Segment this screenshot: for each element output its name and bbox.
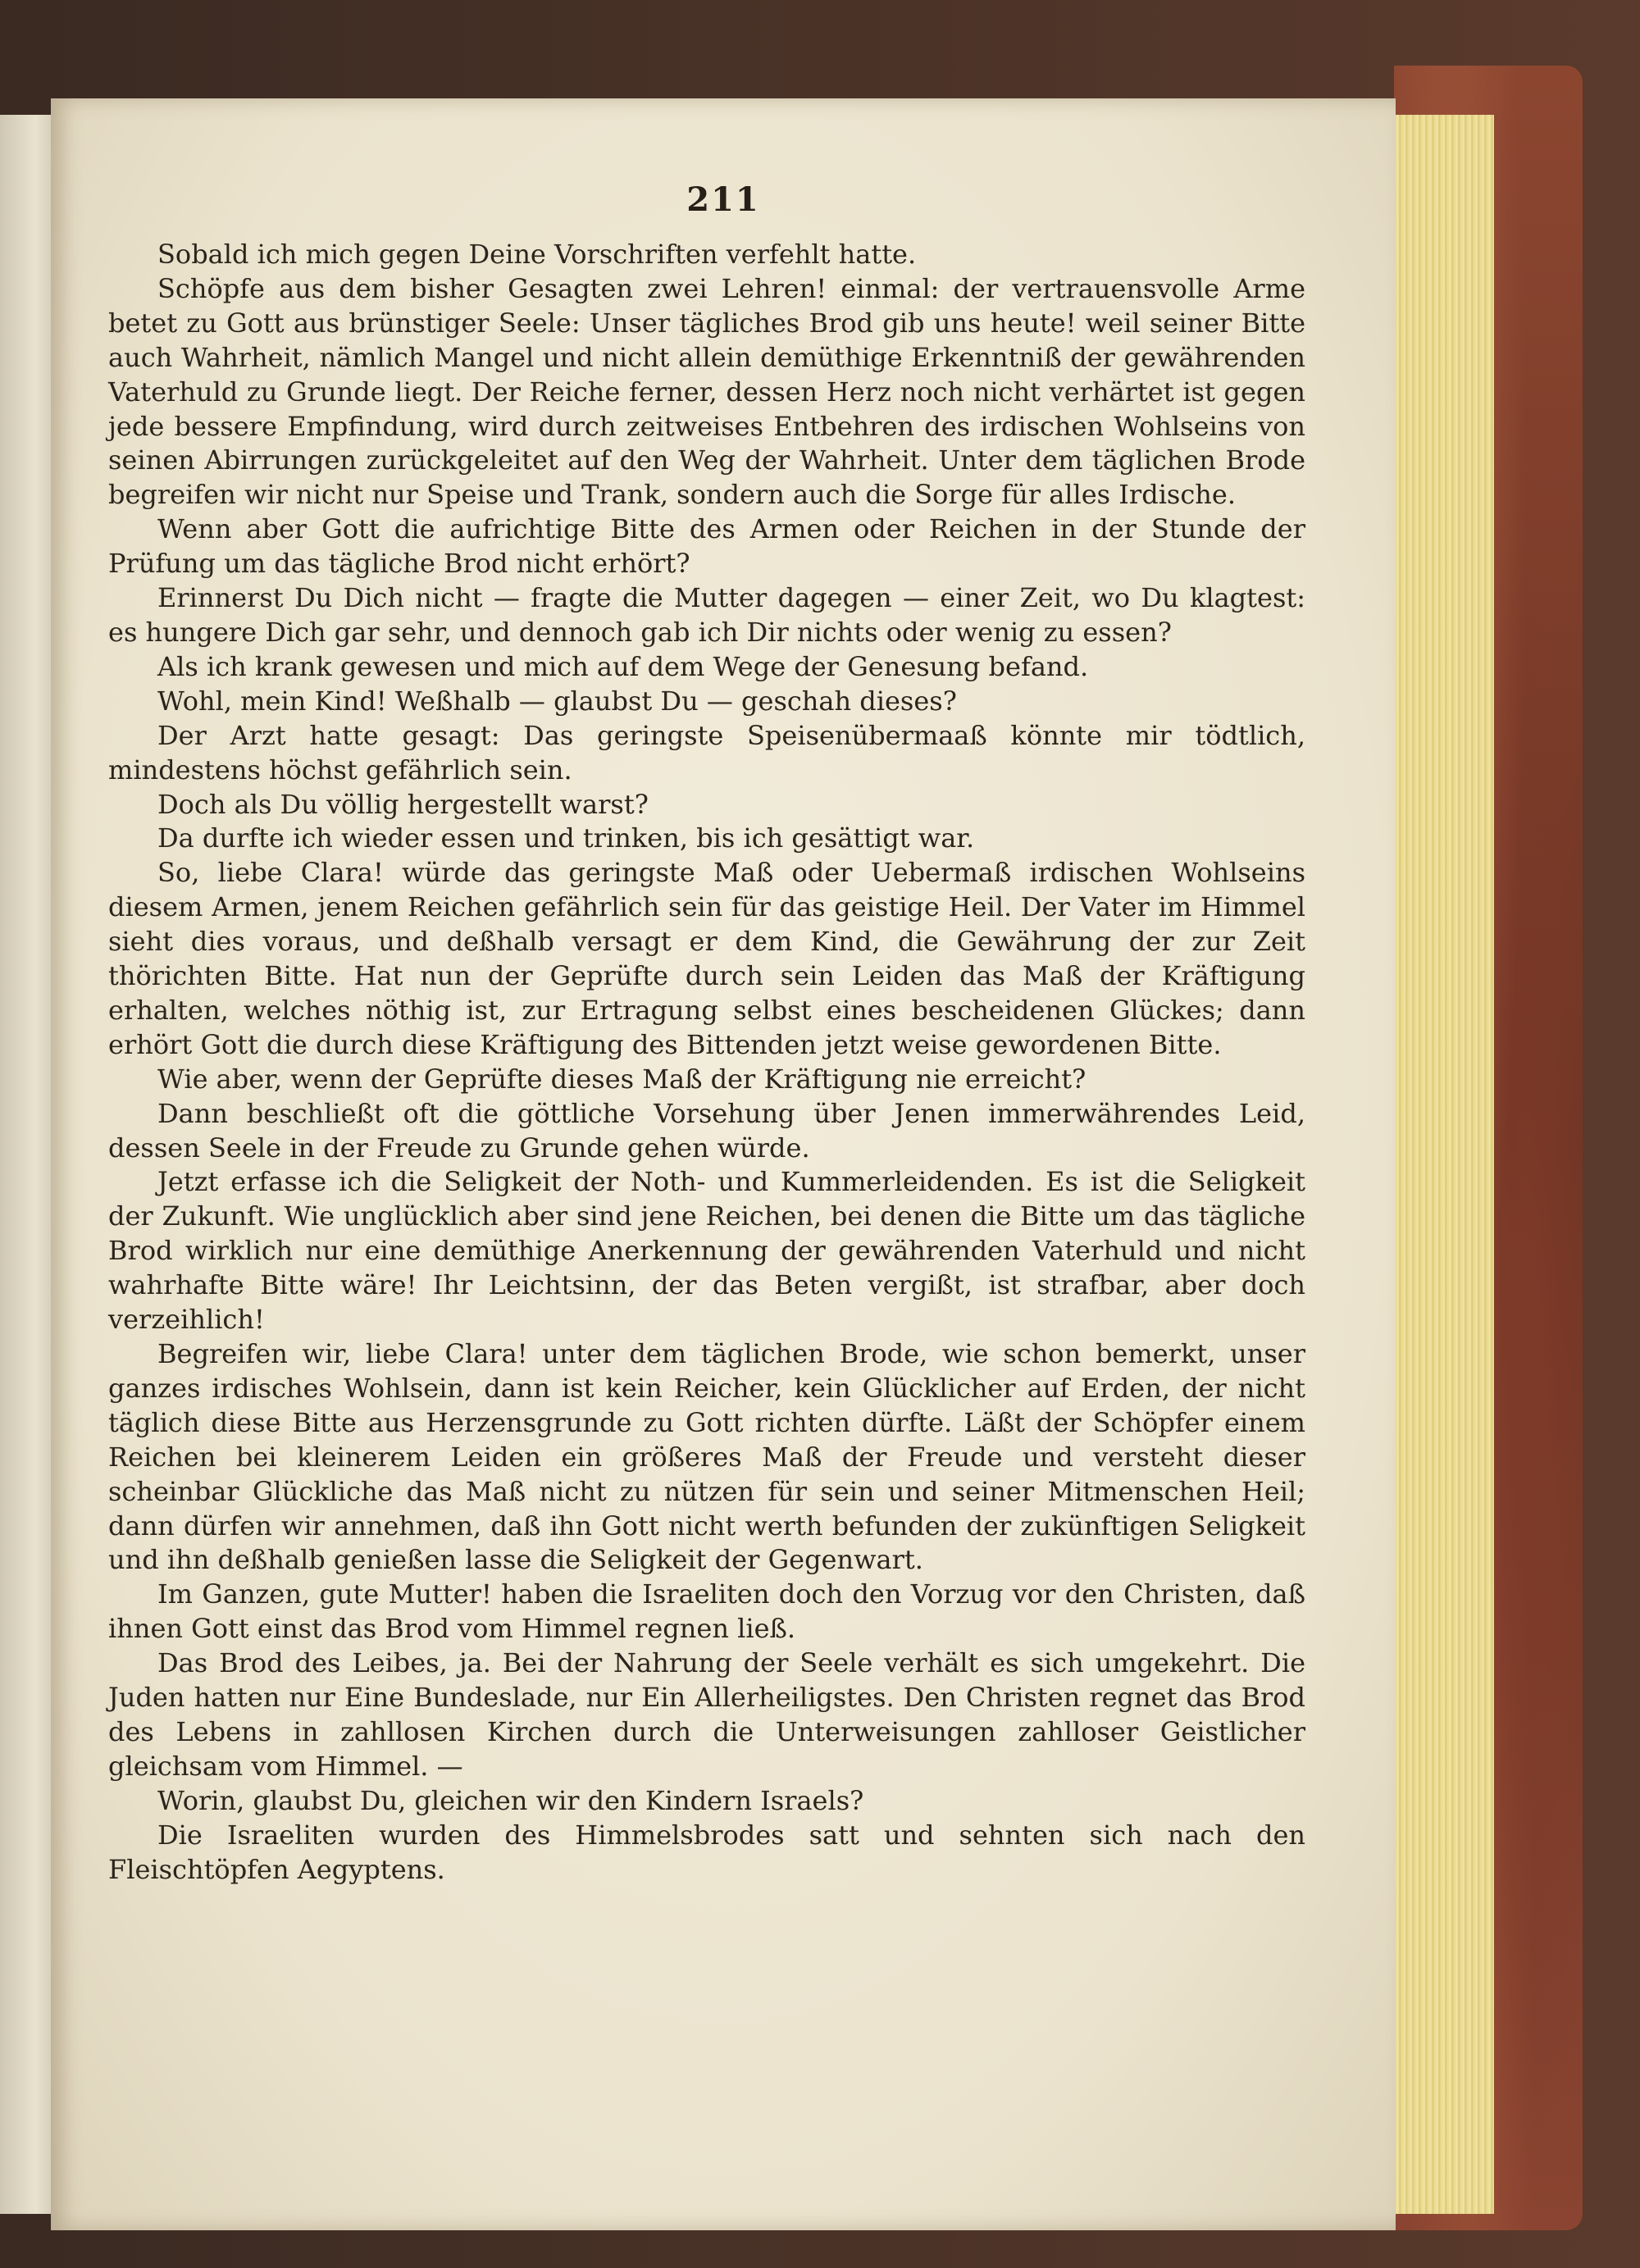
page-edges (1394, 115, 1494, 2214)
paragraph: Im Ganzen, gute Mutter! haben die Israeliten doch den Vorzug vor den Christen, daß ihnen Gott einst das Brod vom Himmel regnen ließ. (108, 1578, 1305, 1645)
paragraph: Da durfte ich wieder essen und trinken, bis ich gesättigt war. (157, 822, 975, 854)
paragraph: Als ich krank gewesen und mich auf dem Wege der Genesung befand. (157, 650, 1089, 682)
paragraph: Sobald ich mich gegen Deine Vorschriften verfehlt hatte. (157, 239, 917, 270)
paragraph: Dann beschließt oft die göttliche Vorsehung über Jenen immerwährendes Leid, dessen Seele in der Freude zu Grunde gehen würde. (108, 1097, 1305, 1164)
paragraph: Das Brod des Leibes, ja. Bei der Nahrung der Seele verhält es sich umgekehrt. Die Juden hatten nur Eine Bundeslade, nur Ein Allerheiligstes. Den Christen regnet das Brod des Lebens in zahllosen Kirchen durch die Unterweisungen zahlloser Geistlicher gleichsam vom Himmel. — (108, 1647, 1305, 1782)
paragraph: Schöpfe aus dem bisher Gesagten zwei Lehren! einmal: der vertrauensvolle Arme betet zu Gott aus brünstiger Seele: Unser tägliches Brod gib uns heute! weil seiner Bitte auch Wahrheit, nämlich Mangel und nicht allein demüthige Erkenntniß der gewährenden Vaterhuld zu Grunde liegt. Der Reiche ferner, dessen Herz noch nicht verhärtet ist gegen jede bessere Empfindung, wird durch zeitweises Entbehren des irdischen Wohlseins von seinen Abirrungen zurückgeleitet auf den Weg der Wahrheit. Unter dem täglichen Brode begreifen wir nicht nur Speise und Trank, sondern auch die Sorge für alles Irdische. (108, 272, 1305, 511)
paragraph: Begreifen wir, liebe Clara! unter dem täglichen Brode, wie schon bemerkt, unser ganzes irdisches Wohlsein, dann ist kein Reicher, kein Glücklicher auf Erden, der nicht täglich diese Bitte aus Herzensgrunde zu Gott richten dürfte. Läßt der Schöpfer einem Reichen bei kleinerem Leiden ein größeres Maß der Freude und versteht dieser scheinbar Glückliche das Maß nicht zu nützen für sein und seiner Mitmenschen Heil; dann dürfen wir annehmen, daß ihn Gott nicht werth befunden der zukünftigen Seligkeit und ihn deßhalb genießen lasse die Seligkeit der Gegenwart. (108, 1338, 1305, 1576)
paragraph: Die Israeliten wurden des Himmelsbrodes satt und sehnten sich nach den Fleischtöpfen Aegyptens. (108, 1819, 1305, 1885)
paragraph: Worin, glaubst Du, gleichen wir den Kindern Israels? (157, 1784, 864, 1816)
page-number: 211 (686, 180, 760, 219)
paragraph: Erinnerst Du Dich nicht — fragte die Mutter dagegen — einer Zeit, wo Du klagtest: es hungere Dich gar sehr, und dennoch gab ich Dir nichts oder wenig zu essen? (108, 582, 1305, 648)
paragraph: Wie aber, wenn der Geprüfte dieses Maß der Kräftigung nie erreicht? (157, 1063, 1086, 1095)
paragraph: Doch als Du völlig hergestellt warst? (157, 788, 649, 820)
paragraph: Jetzt erfasse ich die Seligkeit der Noth- und Kummerleidenden. Es ist die Seligkeit der Zukunft. Wie unglücklich aber sind jene Reichen, bei denen die Bitte um das tägliche Brod wirklich nur eine demüthige Anerkennung der gewährenden Vaterhuld und nicht wahrhafte Bitte wäre! Ihr Leichtsinn, der das Beten vergißt, ist strafbar, aber doch verzeihlich! (108, 1166, 1305, 1336)
paragraph: Wenn aber Gott die aufrichtige Bitte des Armen oder Reichen in der Stunde der Prüfung um das tägliche Brod nicht erhört? (108, 513, 1305, 580)
book-page (51, 98, 1396, 2230)
facing-page-edge (0, 115, 52, 2214)
paragraph: Wohl, mein Kind! Weßhalb — glaubst Du — geschah dieses? (157, 685, 957, 717)
paragraph: Der Arzt hatte gesagt: Das geringste Speisenübermaaß könnte mir tödtlich, mindestens höchst gefährlich sein. (108, 719, 1305, 786)
page-text (108, 238, 1305, 1888)
paragraph: So, liebe Clara! würde das geringste Maß oder Uebermaß irdischen Wohlseins diesem Armen, jenem Reichen gefährlich sein für das geistige Heil. Der Vater im Himmel sieht dies voraus, und deßhalb versagt er dem Kind, die Gewährung der zur Zeit thörichten Bitte. Hat nun der Geprüfte durch sein Leiden das Maß der Kräftigung erhalten, welches nöthig ist, zur Ertragung selbst eines bescheidenen Glückes; dann erhört Gott die durch diese Kräftigung des Bittenden jetzt weise gewordenen Bitte. (108, 857, 1305, 1060)
